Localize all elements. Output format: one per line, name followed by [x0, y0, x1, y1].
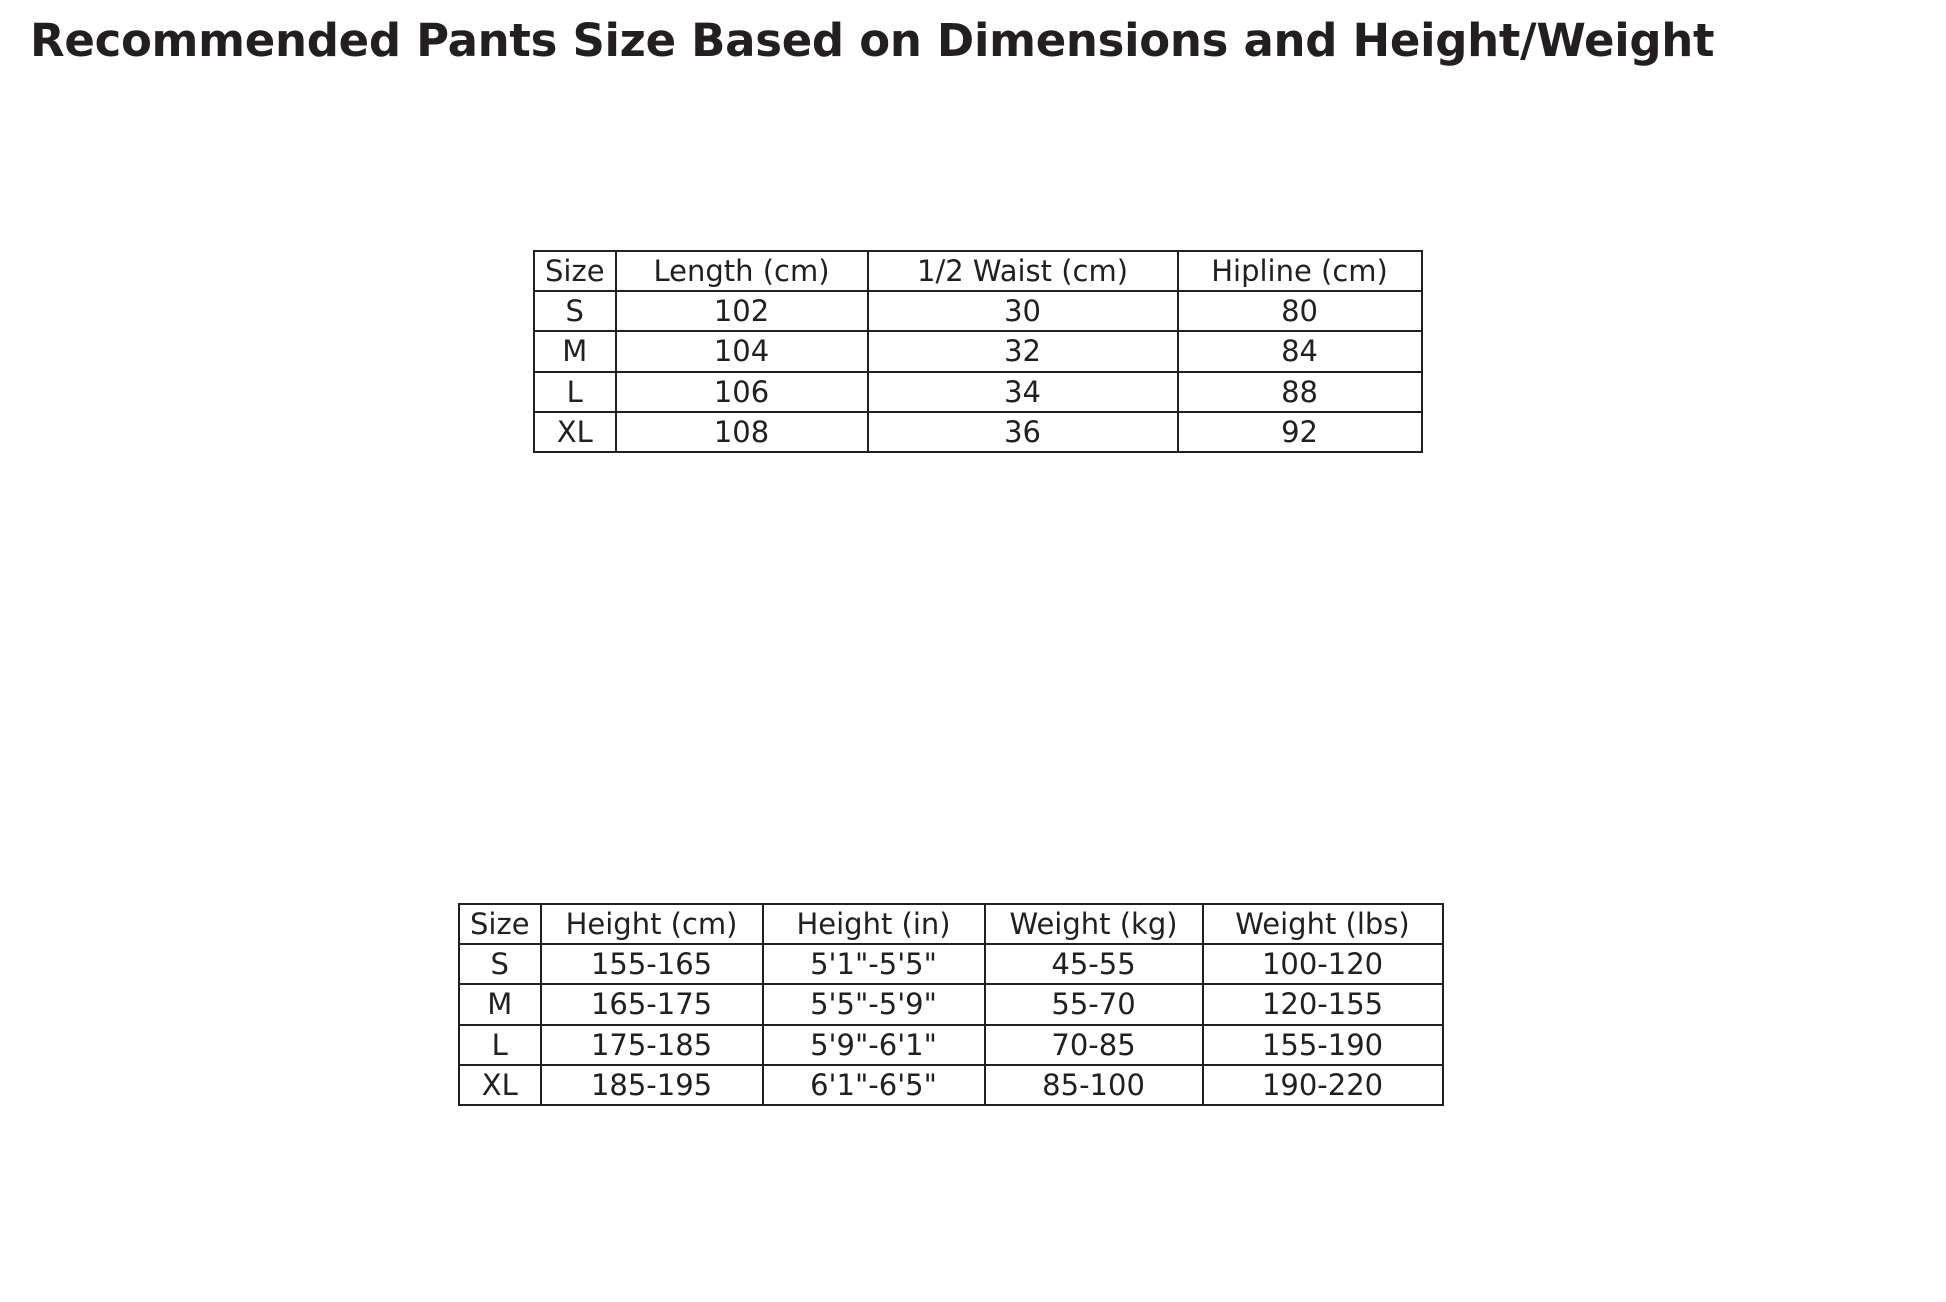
- column-header-half-waist: 1/2 Waist (cm): [868, 251, 1178, 291]
- table-row: [534, 331, 1422, 371]
- table-header-row: [534, 251, 1422, 291]
- column-header-size: Size: [459, 904, 541, 944]
- cell-size: L: [534, 372, 616, 412]
- cell-height-cm: 175-185: [541, 1025, 763, 1065]
- cell-size: XL: [534, 412, 616, 452]
- cell-length: 104: [616, 331, 868, 371]
- table-row: [459, 1025, 1443, 1065]
- column-header-height-in: Height (in): [763, 904, 985, 944]
- cell-height-in: 5'9"-6'1": [763, 1025, 985, 1065]
- cell-size: S: [534, 291, 616, 331]
- table-row: [534, 412, 1422, 452]
- cell-height-cm: 185-195: [541, 1065, 763, 1105]
- column-header-height-cm: Height (cm): [541, 904, 763, 944]
- cell-half-waist: 32: [868, 331, 1178, 371]
- cell-length: 108: [616, 412, 868, 452]
- table-row: [534, 372, 1422, 412]
- cell-height-in: 5'1"-5'5": [763, 944, 985, 984]
- cell-half-waist: 30: [868, 291, 1178, 331]
- cell-height-in: 6'1"-6'5": [763, 1065, 985, 1105]
- cell-size: L: [459, 1025, 541, 1065]
- cell-hipline: 92: [1178, 412, 1422, 452]
- column-header-weight-kg: Weight (kg): [985, 904, 1203, 944]
- cell-weight-lbs: 190-220: [1203, 1065, 1443, 1105]
- cell-weight-lbs: 120-155: [1203, 984, 1443, 1024]
- column-header-length: Length (cm): [616, 251, 868, 291]
- pants-dimensions-table: [533, 250, 1423, 453]
- table-row: [534, 291, 1422, 331]
- column-header-size: Size: [534, 251, 616, 291]
- cell-hipline: 80: [1178, 291, 1422, 331]
- cell-size: S: [459, 944, 541, 984]
- table-row: [459, 984, 1443, 1024]
- cell-hipline: 84: [1178, 331, 1422, 371]
- cell-height-in: 5'5"-5'9": [763, 984, 985, 1024]
- cell-hipline: 88: [1178, 372, 1422, 412]
- cell-length: 106: [616, 372, 868, 412]
- cell-height-cm: 155-165: [541, 944, 763, 984]
- cell-weight-kg: 45-55: [985, 944, 1203, 984]
- cell-weight-lbs: 100-120: [1203, 944, 1443, 984]
- cell-half-waist: 36: [868, 412, 1178, 452]
- cell-half-waist: 34: [868, 372, 1178, 412]
- cell-size: M: [534, 331, 616, 371]
- cell-weight-kg: 85-100: [985, 1065, 1203, 1105]
- table-header-row: [459, 904, 1443, 944]
- cell-height-cm: 165-175: [541, 984, 763, 1024]
- table-row: [459, 1065, 1443, 1105]
- table-row: [459, 944, 1443, 984]
- cell-size: M: [459, 984, 541, 1024]
- cell-weight-lbs: 155-190: [1203, 1025, 1443, 1065]
- cell-size: XL: [459, 1065, 541, 1105]
- cell-weight-kg: 55-70: [985, 984, 1203, 1024]
- column-header-hipline: Hipline (cm): [1178, 251, 1422, 291]
- column-header-weight-lbs: Weight (lbs): [1203, 904, 1443, 944]
- cell-length: 102: [616, 291, 868, 331]
- height-weight-table: [458, 903, 1444, 1106]
- page-title: Recommended Pants Size Based on Dimensions and Height/Weight: [30, 14, 1715, 67]
- cell-weight-kg: 70-85: [985, 1025, 1203, 1065]
